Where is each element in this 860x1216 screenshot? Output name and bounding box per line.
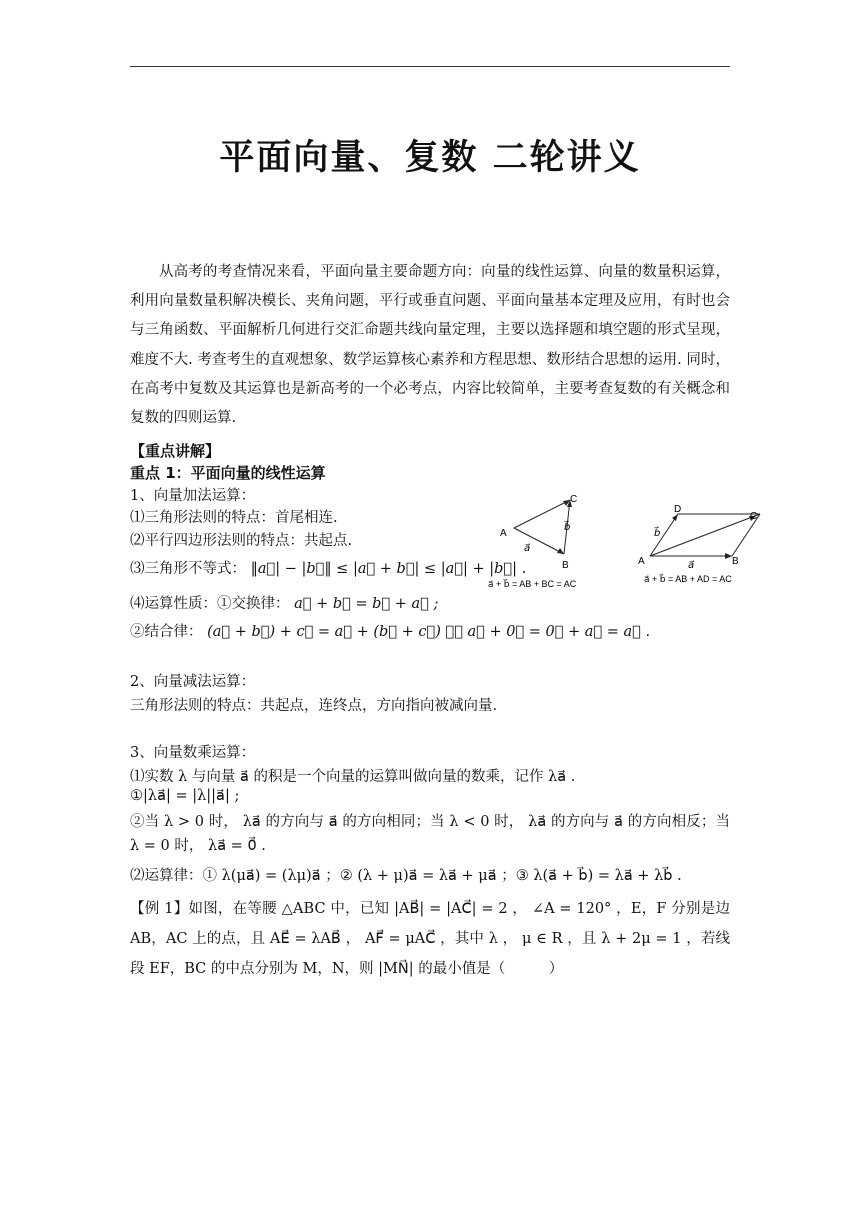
add-line-3 xyxy=(130,557,526,578)
para-vector-b-label: b⃗ xyxy=(654,528,661,539)
commutative-label: ⑷运算性质：①交换律： xyxy=(130,596,290,612)
parallelogram-caption: a⃗ + b⃗ = AB + AD = AC xyxy=(644,574,732,584)
para-point-b-label: B xyxy=(732,556,739,567)
associative-label: ②结合律： xyxy=(130,624,203,640)
mul-heading: 3、向量数乘运算： xyxy=(130,745,256,761)
sub-heading: 2、向量减法运算： xyxy=(130,674,256,690)
sub-line-1: 三角形法则的特点：共起点，连终点，方向指向被减向量. xyxy=(130,698,498,714)
triangle-rule-figure xyxy=(484,488,614,594)
para-point-d-label: D xyxy=(674,504,682,515)
parallelogram-rule-figure xyxy=(636,500,756,594)
page-title: 平面向量、复数 二轮讲义 xyxy=(219,138,641,178)
header-rule xyxy=(130,66,730,67)
para-point-c-label: C xyxy=(750,511,758,522)
associative-formula: (a⃗ + b⃗) + c⃗ = a⃗ + (b⃗ + c⃗) ；③ a⃗ + 0⃗ = 0⃗ + a⃗ = a⃗ . xyxy=(207,624,651,640)
point-b-label: B xyxy=(562,560,569,571)
add-line-5 xyxy=(130,620,650,641)
point-a-label: A xyxy=(500,528,507,539)
mul-line-3: ②当 λ > 0 时， λa⃗ 的方向与 a⃗ 的方向相同；当 λ < 0 时， λa⃗ 的方向与 a⃗ 的方向相反；当 λ = 0 时， λa⃗ = 0⃗ . xyxy=(130,814,730,854)
mul-line-1: ⑴实数 λ 与向量 a⃗ 的积是一个向量的运算叫做向量的数乘，记作 λa⃗ . xyxy=(130,769,576,785)
add-line-2: ⑵平行四边形法则的特点：共起点. xyxy=(130,533,353,549)
commutative-formula: a⃗ + b⃗ = b⃗ + a⃗ ; xyxy=(294,596,439,612)
triangle-inequality-formula: ‖a⃗| − |b⃗‖ ≤ |a⃗ + b⃗| ≤ |a⃗| + |b⃗| . xyxy=(250,561,527,577)
mul-line-4: ⑵运算律：① λ(μa⃗) = (λμ)a⃗ ；② (λ + μ)a⃗ = λa⃗ + μa⃗ ；③ λ(a⃗ + b⃗) = λa⃗ + λb⃗ . xyxy=(130,868,682,884)
add-heading: 1、向量加法运算： xyxy=(130,488,256,504)
mul-line-2: ①|λa⃗| = |λ||a⃗| ; xyxy=(130,788,240,804)
para-point-a-label: A xyxy=(638,556,645,567)
add-line-4 xyxy=(130,592,438,613)
triangle-inequality-label: ⑶三角形不等式： xyxy=(130,561,246,577)
example-1: 【例 1】如图，在等腰 △ABC 中，已知 |AB⃗| = |AC⃗| = 2 ， ∠A = 120° ，E，F 分别是边 AB，AC 上的点，且 AE⃗ = λAB⃗ ， AF⃗ = μAC⃗ ，其中 λ ， μ ∈ R ，且 λ + 2μ = 1 ，若线段 EF，BC 的中点分别为 M，N，则 |MN⃗| 的最小值是（ ） xyxy=(130,901,730,977)
vector-a-label: a⃗ xyxy=(524,543,531,554)
point1-title: 重点 1：平面向量的线性运算 xyxy=(130,464,326,482)
triangle-caption: a⃗ + b⃗ = AB + BC = AC xyxy=(488,579,577,589)
section-header: 【重点讲解】 xyxy=(130,442,221,460)
intro-paragraph: 从高考的考查情况来看，平面向量主要命题方向：向量的线性运算、向量的数量积运算，利用向量数量积解决模长、夹角问题，平行或垂直问题、平面向量基本定理及应用，有时也会与三角函数、平面解析几何进行交汇命题共线向量定理，主要以选择题和填空题的形式呈现，难度不大. 考查考生的直观想象、数学运算核心素养和方程思想、数形结合思想的运用. 同时，在高考中复数及其运算也是新高考的一个必考点，内容比较简单，主要考查复数的有关概念和复数的四则运算. xyxy=(130,264,730,427)
vector-b-label: b⃗ xyxy=(564,522,571,533)
para-vector-a-label: a⃗ xyxy=(688,560,695,571)
add-line-1: ⑴三角形法则的特点：首尾相连. xyxy=(130,510,338,526)
point-c-label: C xyxy=(570,494,578,505)
